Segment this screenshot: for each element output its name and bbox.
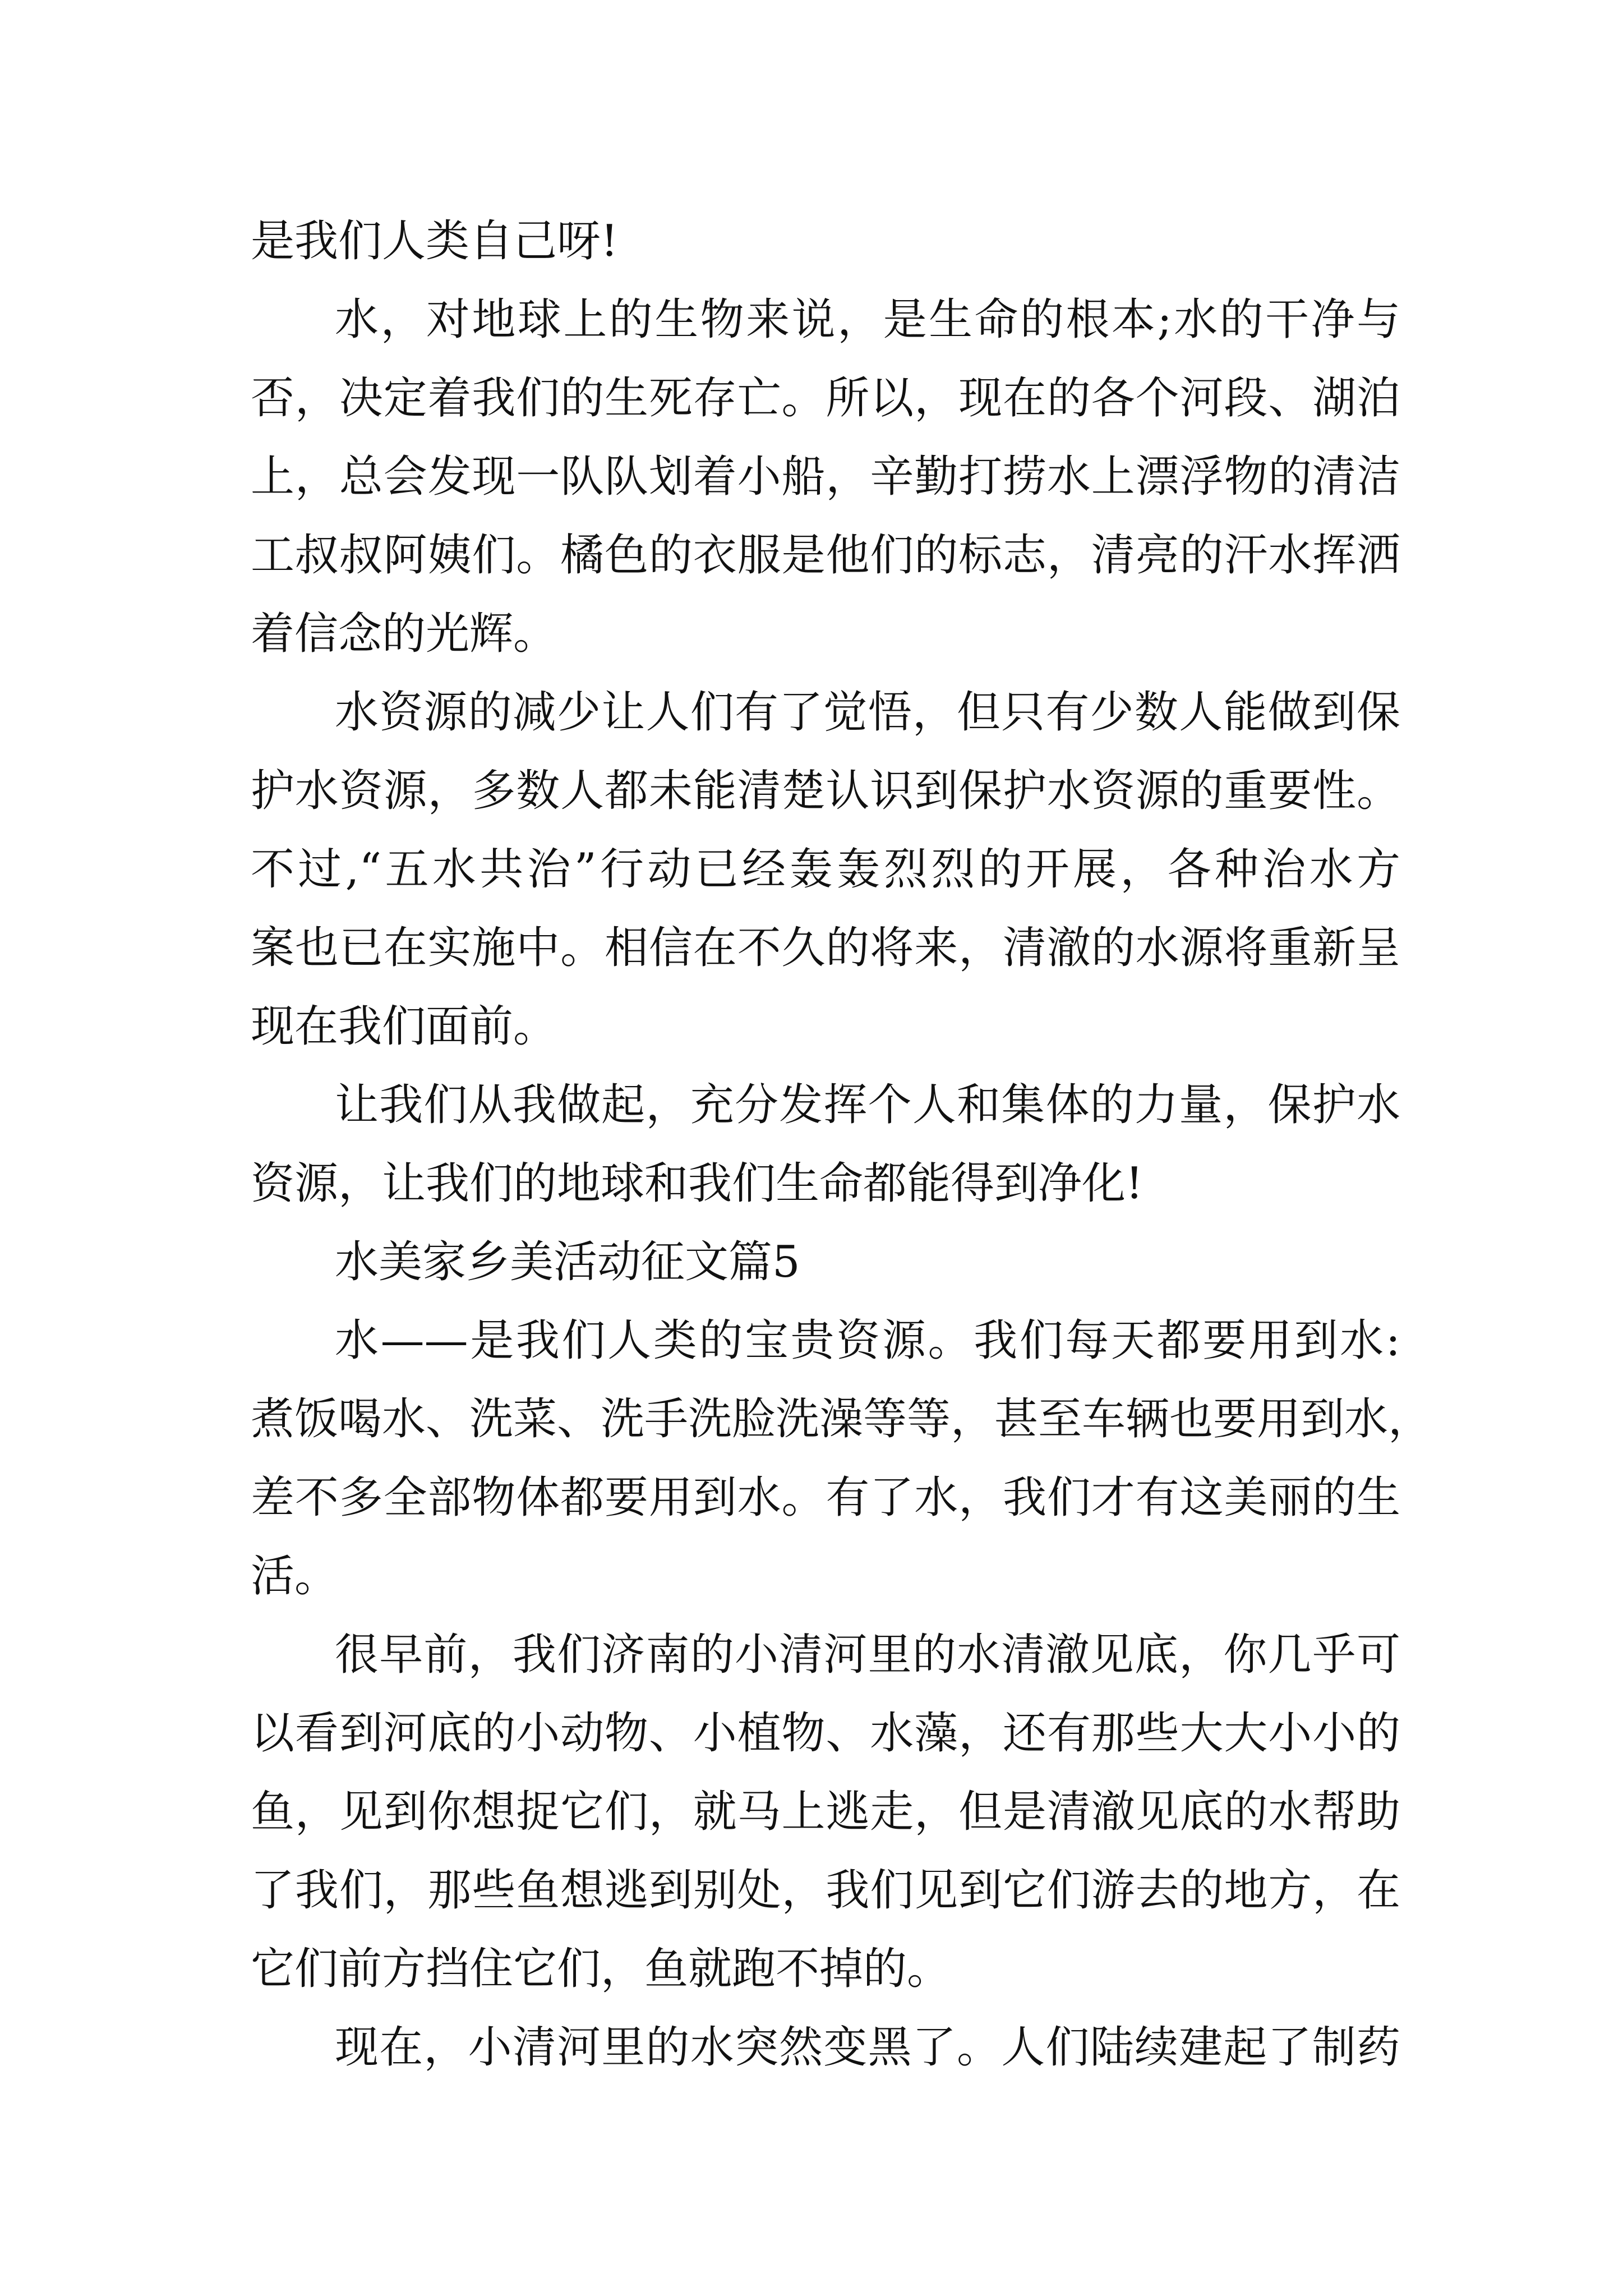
text-line: 不过,“五水共治”行动已经轰轰烈烈的开展，各种治水方 xyxy=(251,844,1400,895)
text-line: 了我们，那些鱼想逃到别处，我们见到它们游去的地方，在 xyxy=(251,1865,1400,1916)
text-line: 活。 xyxy=(251,1551,339,1602)
text-line: 煮饭喝水、洗菜、洗手洗脸洗澡等等，甚至车辆也要用到水， xyxy=(251,1394,1432,1444)
text-line: 工叔叔阿姨们。橘色的衣服是他们的标志，清亮的汗水挥洒 xyxy=(251,530,1400,581)
paragraph-first-line: 水，对地球上的生物来说，是生命的根本;水的干净与 xyxy=(335,295,1400,345)
text-line: 资源，让我们的地球和我们生命都能得到净化! xyxy=(251,1158,1144,1209)
text-line: 它们前方挡住它们，鱼就跑不掉的。 xyxy=(251,1944,951,1994)
text-line: 鱼，见到你想捉它们，就马上逃走，但是清澈见底的水帮助 xyxy=(251,1787,1400,1837)
paragraph-first-line: 现在，小清河里的水突然变黑了。人们陆续建起了制药 xyxy=(335,2022,1400,2073)
text-line: 否，决定着我们的生死存亡。所以，现在的各个河段、湖泊 xyxy=(251,373,1400,424)
text-line: 案也已在实施中。相信在不久的将来，清澈的水源将重新呈 xyxy=(251,923,1400,973)
paragraph-first-line: 水——是我们人类的宝贵资源。我们每天都要用到水: xyxy=(335,1315,1400,1366)
text-line: 现在我们面前。 xyxy=(251,1001,557,1052)
text-line: 着信念的光辉。 xyxy=(251,609,557,659)
paragraph-first-line: 很早前，我们济南的小清河里的水清澈见底，你几乎可 xyxy=(335,1630,1400,1680)
text-line: 是我们人类自己呀! xyxy=(251,216,619,266)
text-line: 差不多全部物体都要用到水。有了水，我们才有这美丽的生 xyxy=(251,1473,1400,1523)
text-line: 上，总会发现一队队划着小船，辛勤打捞水上漂浮物的清洁 xyxy=(251,452,1400,502)
paragraph-first-line: 水资源的减少让人们有了觉悟，但只有少数人能做到保 xyxy=(335,687,1400,738)
text-line: 以看到河底的小动物、小植物、水藻，还有那些大大小小的 xyxy=(251,1708,1400,1759)
section-heading: 水美家乡美活动征文篇5 xyxy=(335,1237,800,1287)
text-line: 护水资源，多数人都未能清楚认识到保护水资源的重要性。 xyxy=(251,766,1400,816)
paragraph-first-line: 让我们从我做起，充分发挥个人和集体的力量，保护水 xyxy=(335,1080,1400,1130)
